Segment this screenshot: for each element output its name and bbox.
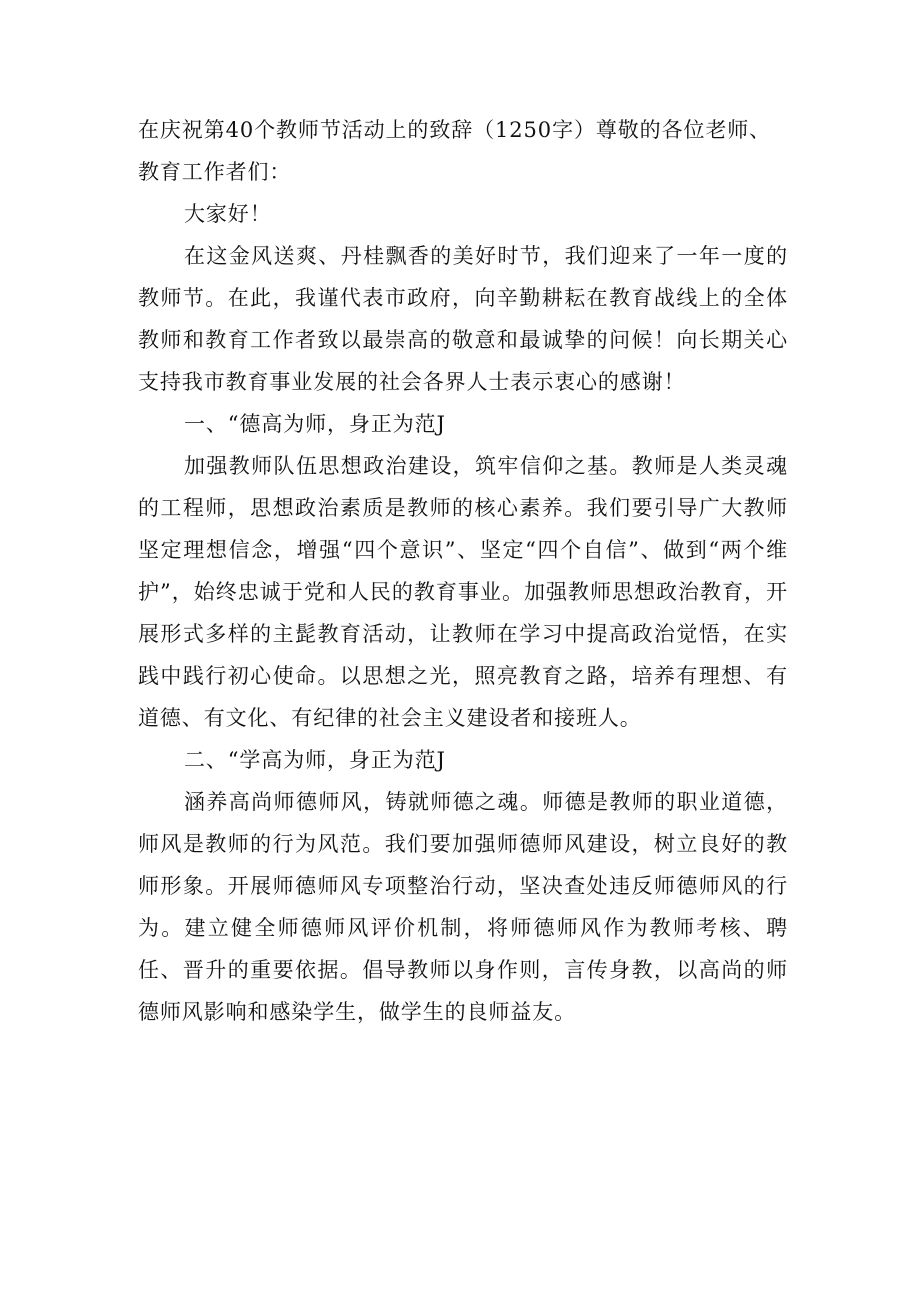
greeting-paragraph: 大家好！ xyxy=(184,202,272,226)
section-1-heading: 一、“德高为师，身正为范J xyxy=(184,412,446,436)
document-title: 在庆祝第40个教师节活动上的致辞（1250字）尊敬的各位老师、教育工作者们： xyxy=(138,118,772,184)
intro-paragraph: 在这金风送爽、丹桂飘香的美好时节，我们迎来了一年一度的教师节。在此，我谨代表市政府，向辛勤耕耘在教育战线上的全体教师和教育工作者致以最崇高的敬意和最诚挚的问候！向长期关心支持我市教育事业发展的社会各界人士表示衷心的感谢！ xyxy=(138,244,788,394)
section-2-paragraph: 涵养高尚师德师风，铸就师德之魂。师德是教师的职业道德，师风是教师的行为风范。我们要加强师德师风建设，树立良好的教师形象。开展师德师风专项整治行动，坚决查处违反师德师风的行为。建立健全师德师风评价机制，将师德师风作为教师考核、聘任、晋升的重要依据。倡导教师以身作则，言传身教，以高尚的师德师风影响和感染学生，做学生的良师益友。 xyxy=(138,790,788,1024)
section-2-heading: 二、“学高为师，身正为范J xyxy=(184,748,446,772)
document-body xyxy=(138,109,788,1033)
section-1-paragraph: 加强教师队伍思想政治建设，筑牢信仰之基。教师是人类灵魂的工程师，思想政治素质是教师的核心素养。我们要引导广大教师坚定理想信念，增强“四个意识”、坚定“四个自信”、做到“两个维护”，始终忠诚于党和人民的教育事业。加强教师思想政治教育，开展形式多样的主髭教育活动，让教师在学习中提高政治觉悟，在实践中践行初心使命。以思想之光，照亮教育之路，培养有理想、有道德、有文化、有纪律的社会主义建设者和接班人。 xyxy=(138,454,788,730)
